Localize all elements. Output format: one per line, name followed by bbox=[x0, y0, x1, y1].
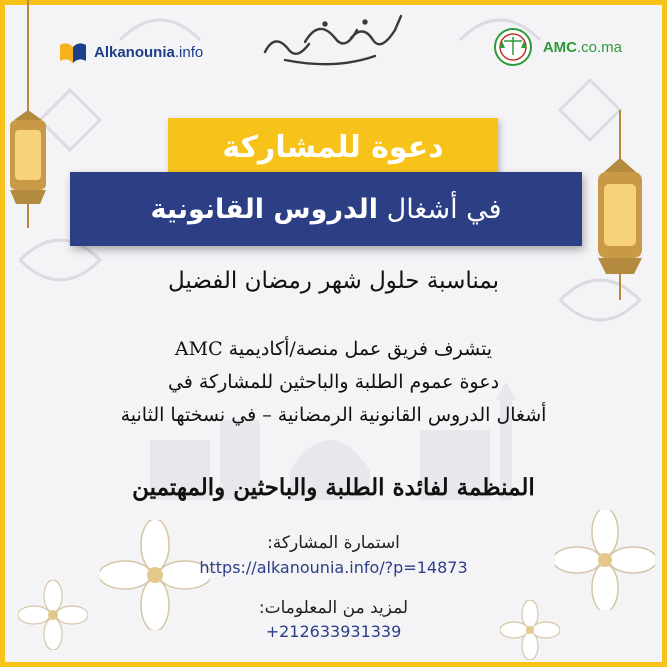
body-line-2: دعوة عموم الطلبة والباحثين للمشاركة في bbox=[167, 371, 500, 393]
alkanounia-logo[interactable] bbox=[58, 38, 203, 66]
event-title-prefix: في أشغال bbox=[386, 193, 502, 225]
ramadan-kareem-calligraphy-icon bbox=[255, 12, 415, 74]
open-book-icon bbox=[58, 39, 88, 65]
body-line-1: يتشرف فريق عمل منصة/أكاديمية AMC bbox=[174, 338, 493, 360]
left-logo-name: Alkanounia bbox=[94, 43, 175, 61]
scales-seal-icon bbox=[489, 27, 537, 67]
event-title bbox=[150, 194, 501, 225]
event-title-banner bbox=[70, 172, 582, 246]
phone-number[interactable]: +212633931339 bbox=[265, 622, 402, 641]
form-label: استمارة المشاركة: bbox=[267, 533, 400, 553]
organized-for-text: المنظمة لفائدة الطلبة والباحثين والمهتمين bbox=[132, 474, 535, 501]
left-lantern-icon bbox=[0, 0, 60, 240]
event-title-bold: الدروس القانونية bbox=[150, 193, 378, 225]
right-logo-suffix: .co.ma bbox=[576, 38, 622, 56]
invitation-title-banner bbox=[168, 118, 498, 176]
left-logo-suffix: .info bbox=[174, 43, 204, 61]
invitation-title: دعوة للمشاركة bbox=[222, 129, 444, 165]
body-line-3: أشغال الدروس القانونية الرمضانية – في نسختها الثانية bbox=[120, 404, 547, 426]
form-link[interactable]: https://alkanounia.info/?p=14873 bbox=[199, 558, 468, 577]
more-info-label: لمزيد من المعلومات: bbox=[258, 598, 409, 618]
occasion-text: بمناسبة حلول شهر رمضان الفضيل bbox=[167, 268, 500, 294]
right-logo-name: AMC bbox=[542, 38, 577, 56]
amc-logo[interactable] bbox=[489, 27, 622, 67]
